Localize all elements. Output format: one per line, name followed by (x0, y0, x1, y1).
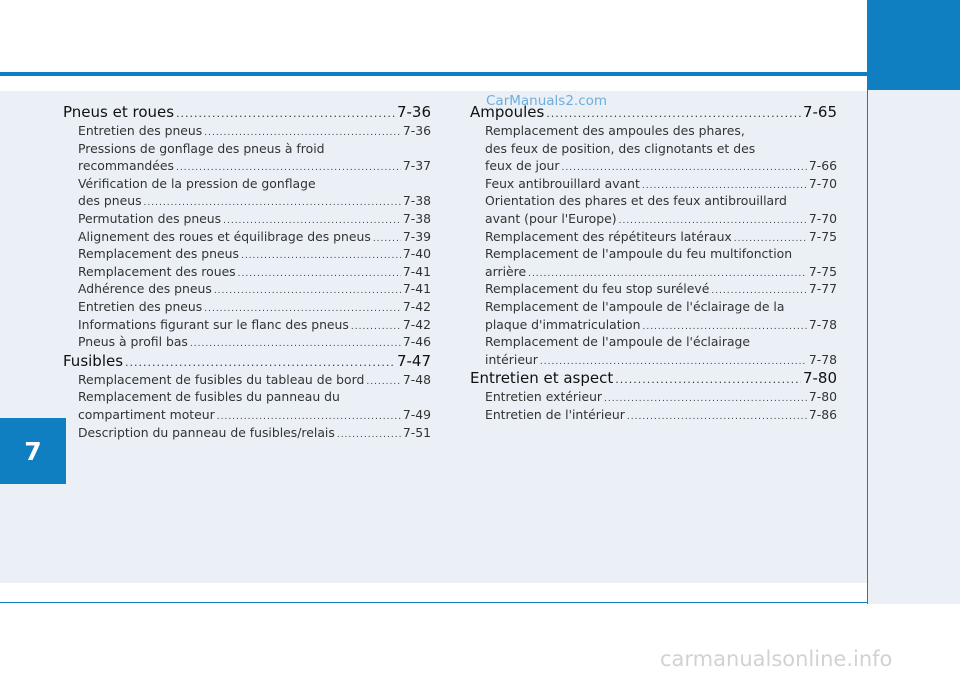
toc-page-number: 7-42 (402, 298, 431, 314)
toc-title: Remplacement des répétiteurs latéraux (485, 228, 732, 244)
toc-dot-leader (214, 283, 401, 301)
toc-page-number: 7-75 (808, 263, 837, 279)
toc-section[interactable] (470, 368, 837, 388)
toc-title: Remplacement des roues (78, 263, 236, 279)
toc-title: Entretien des pneus (78, 298, 203, 314)
toc-title: Entretien des pneus (78, 123, 203, 138)
toc-continuation-line: Pressions de gonflage des pneus à froid (78, 140, 325, 156)
top-rule (0, 72, 868, 76)
toc-page-number: 7-49 (402, 406, 431, 422)
side-color-block (868, 0, 960, 90)
toc-page-number: 7-41 (402, 281, 431, 297)
toc-title: Remplacement du feu stop surélevé (485, 281, 710, 297)
toc-page-number: 7-80 (802, 369, 837, 388)
toc-page-number: 7-77 (808, 281, 837, 297)
toc-title: des pneus (78, 193, 142, 209)
toc-entry[interactable] (485, 210, 837, 228)
toc-page-number: 7-66 (808, 158, 837, 174)
toc-page-number: 7-46 (402, 334, 431, 350)
toc-title: Pneus et roues (63, 103, 175, 121)
toc-dot-leader (615, 370, 801, 390)
toc-title: Informations figurant sur le flanc des pneus (78, 316, 349, 332)
side-strip (868, 0, 960, 604)
toc-page-number: 7-65 (802, 103, 837, 121)
toc-continuation-line: Remplacement des ampoules des phares, (485, 123, 745, 138)
toc-title: Alignement des roues et équilibrage des pneus (78, 228, 371, 244)
toc-title: Permutation des pneus (78, 210, 222, 226)
toc-title: compartiment moteur (78, 406, 215, 422)
toc-continuation-line: des feux de position, des clignotants et des (485, 140, 756, 156)
toc-title: Feux antibrouillard avant (485, 175, 640, 191)
toc-dot-leader (337, 427, 401, 445)
toc-entry[interactable] (78, 406, 431, 424)
toc-right-column (470, 102, 837, 424)
toc-continuation-line: Remplacement de l'ampoule de l'éclairage de la (485, 298, 785, 314)
toc-entry[interactable] (485, 157, 837, 175)
toc-dot-leader (238, 266, 401, 284)
toc-page-number: 7-51 (402, 424, 431, 440)
toc-continuation-line: Remplacement de l'ampoule du feu multifonction (485, 246, 793, 262)
toc-continuation-line: Remplacement de l'ampoule de l'éclairage (485, 334, 751, 350)
toc-entry[interactable] (485, 175, 837, 193)
toc-title: Adhérence des pneus (78, 281, 212, 297)
toc-entry[interactable] (78, 228, 431, 246)
toc-entry[interactable] (78, 245, 431, 263)
toc-dot-leader (351, 319, 401, 337)
toc-page-number: 7-86 (808, 406, 837, 422)
toc-entry[interactable] (78, 371, 431, 389)
toc-left-column (63, 102, 431, 441)
toc-dot-leader (604, 391, 807, 409)
toc-dot-leader (627, 409, 807, 427)
toc-entry[interactable] (78, 192, 431, 210)
toc-page-number: 7-37 (402, 158, 431, 174)
toc-title: Remplacement des pneus (78, 246, 239, 262)
toc-title: arrière (485, 263, 527, 279)
toc-section[interactable] (63, 102, 431, 122)
toc-entry[interactable] (485, 351, 837, 369)
toc-continuation-line: Orientation des phares et des feux antibrouillard (485, 193, 787, 209)
toc-page-number: 7-39 (402, 228, 431, 244)
toc-title: Entretien de l'intérieur (485, 406, 625, 422)
toc-entry[interactable] (485, 316, 837, 334)
toc-page-number: 7-78 (808, 316, 837, 332)
toc-entry[interactable] (485, 388, 837, 406)
toc-page-number: 7-42 (402, 316, 431, 332)
toc-section[interactable] (63, 351, 431, 371)
toc-entry[interactable] (78, 424, 431, 442)
toc-dot-leader (373, 231, 401, 249)
toc-title: Fusibles (63, 351, 124, 370)
bottom-rule (0, 602, 868, 603)
toc-page-number: 7-38 (402, 210, 431, 226)
toc-title: avant (pour l'Europe) (485, 210, 617, 226)
watermark-top: CarManuals2.com (486, 93, 608, 109)
toc-page-number: 7-75 (808, 228, 837, 244)
toc-title: Remplacement de fusibles du tableau de bord (78, 371, 365, 387)
toc-page-number: 7-48 (402, 371, 431, 387)
toc-title: Entretien extérieur (485, 389, 603, 405)
toc-dot-leader (125, 353, 395, 373)
toc-title: Pneus à profil bas (78, 334, 188, 350)
toc-entry[interactable] (78, 210, 431, 228)
toc-page-number: 7-38 (402, 193, 431, 209)
chapter-tab: 7 (0, 418, 66, 484)
toc-entry[interactable] (78, 280, 431, 298)
toc-entry[interactable] (485, 263, 837, 281)
toc-page-number: 7-80 (808, 389, 837, 405)
toc-entry[interactable] (485, 406, 837, 424)
toc-title: feux de jour (485, 158, 560, 174)
toc-title: intérieur (485, 351, 538, 367)
toc-title: recommandées (78, 158, 174, 174)
toc-continuation-line: Vérification de la pression de gonflage (78, 175, 316, 191)
toc-entry[interactable] (78, 298, 431, 316)
toc-page-number: 7-36 (402, 123, 431, 138)
toc-entry[interactable] (78, 122, 431, 140)
toc-dot-leader (241, 248, 401, 266)
watermark-bottom: carmanualsonline.info (660, 647, 893, 671)
toc-page-number: 7-78 (808, 351, 837, 367)
toc-entry[interactable] (485, 280, 837, 298)
toc-entry[interactable] (485, 228, 837, 246)
toc-dot-leader (176, 104, 395, 124)
toc-page-number: 7-70 (808, 175, 837, 191)
toc-title: Entretien et aspect (470, 369, 614, 388)
toc-page-number: 7-40 (402, 246, 431, 262)
toc-page-number: 7-70 (808, 210, 837, 226)
toc-entry[interactable] (78, 333, 431, 351)
toc-entry[interactable] (78, 316, 431, 334)
toc-dot-leader (190, 336, 401, 354)
side-line (867, 0, 868, 604)
toc-title: Ampoules (470, 103, 545, 121)
toc-entry[interactable] (78, 157, 431, 175)
toc-title: Description du panneau de fusibles/relais (78, 424, 335, 440)
toc-dot-leader (366, 374, 401, 392)
toc-continuation-line: Remplacement de fusibles du panneau du (78, 389, 340, 405)
toc-title: plaque d'immatriculation (485, 316, 641, 332)
toc-entry[interactable] (78, 263, 431, 281)
toc-page-number: 7-41 (402, 263, 431, 279)
toc-page-number: 7-36 (396, 103, 431, 121)
toc-page-number: 7-47 (396, 351, 431, 370)
